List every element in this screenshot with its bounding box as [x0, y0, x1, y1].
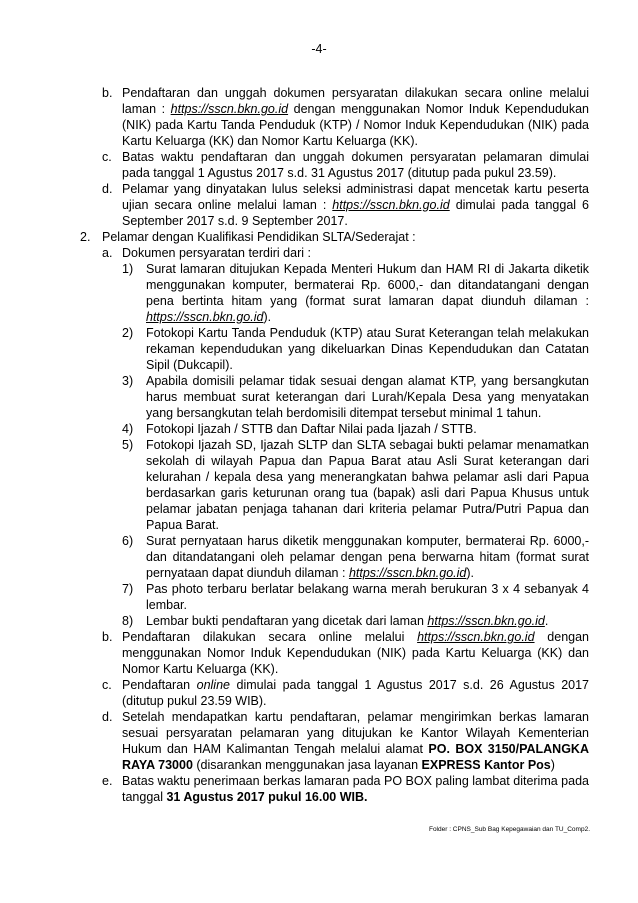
list-marker: c. [102, 150, 112, 164]
sscn-link[interactable]: https://sscn.bkn.go.id [146, 310, 264, 324]
doc-item-5: 5) Fotokopi Ijazah SD, Ijazah SLTP dan SLTA sebagai bukti pelamar menamatkan sekolah di wilayah Papua dan Papua Barat atau Asli Surat keterangan dari kelurahan / kepala desa yang menerangkatan bahwa pelamar asli dari Papua berdasarkan garis keturunan orang tua (bapak) asli dari Papua Khusus untuk pelamar jabatan penjaga tahanan dari kriteria pelamar Putra/Putri Papua dan Papua Barat. [122, 438, 589, 532]
sscn-link[interactable]: https://sscn.bkn.go.id [332, 198, 450, 212]
doc-item-8: 8) Lembar bukti pendaftaran yang dicetak dari laman https://sscn.bkn.go.id. [122, 614, 549, 628]
sscn-link[interactable]: https://sscn.bkn.go.id [417, 630, 535, 644]
section-2-item-c: c. Pendaftaran online dimulai pada tanggal 1 Agustus 2017 s.d. 26 Agustus 2017 (ditutup pukul 23.59 WIB). [102, 678, 590, 708]
doc-item-1: 1) Surat lamaran ditujukan Kepada Menteri Hukum dan HAM RI di Jakarta diketik menggunakan komputer, bermaterai Rp. 6000,- dan ditandatangani dengan pena bertinta hitam yang (format surat lamaran dapat diunduh dilaman : https://sscn.bkn.go.id). [122, 262, 589, 324]
list-marker: b. [102, 630, 113, 644]
sscn-link[interactable]: https://sscn.bkn.go.id [348, 566, 467, 580]
list-marker: d. [102, 710, 113, 724]
list-marker: c. [102, 678, 112, 692]
list-marker: b. [102, 86, 113, 100]
list-item-c: c. Batas waktu pendaftaran dan unggah dokumen persyaratan pelamaran dimulai pada tanggal 1 Agustus 2017 s.d. 31 Agustus 2017 (ditutup pada pukul 23.59). [102, 150, 589, 180]
section-2-item-e: e. Batas waktu penerimaan berkas lamaran pada PO BOX paling lambat diterima pada tanggal 31 Agustus 2017 pukul 16.00 WIB. [102, 774, 589, 804]
list-marker: d. [102, 182, 113, 196]
section-2-heading: 2. Pelamar dengan Kualifikasi Pendidikan SLTA/Sederajat : [80, 230, 416, 244]
po-box-address: PO. BOX 3150/PALANGKA RAYA 73000 [122, 742, 589, 772]
section-2-item-b: b. Pendaftaran dilakukan secara online melalui https://sscn.bkn.go.id dengan menggunakan Nomor Induk Kependudukan (NIK) pada Kartu Keluarga (KK) dan Nomor Kartu Keluarga (KK). [102, 630, 589, 676]
list-marker: e. [102, 774, 113, 788]
list-item-b: b. Pendaftaran dan unggah dokumen persyaratan dilakukan secara online melalui laman : https://sscn.bkn.go.id dengan menggunakan Nomor Induk Kependudukan (NIK) pada Kartu Tanda Penduduk (KTP) / Nomor Induk Kependudukan (NIK) pada Kartu Keluarga (KK) dan Nomor Kartu Keluarga (KK). [102, 86, 589, 148]
list-marker: a. [102, 246, 113, 260]
doc-item-7: 7) Pas photo terbaru berlatar belakang warna merah berukuran 3 x 4 sebanyak 4 lembar. [122, 582, 589, 612]
list-item-d: d. Pelamar yang dinyatakan lulus seleksi administrasi dapat mencetak kartu peserta ujian secara online melalui laman : https://sscn.bkn.go.id dimulai pada tanggal 6 September 2017 s.d. 9 September 2017. [102, 182, 589, 228]
page-number: -4- [311, 42, 327, 56]
sscn-link[interactable]: https://sscn.bkn.go.id [170, 102, 289, 116]
footer-folder-note: Folder : CPNS_Sub Bag Kepegawaian dan TU_Comp2. [428, 826, 590, 833]
sscn-link[interactable]: https://sscn.bkn.go.id [427, 614, 545, 628]
list-marker: 2. [80, 230, 91, 244]
doc-item-4: 4) Fotokopi Ijazah / STTB dan Daftar Nilai pada Ijazah / STTB. [122, 422, 477, 436]
deadline: 31 Agustus 2017 pukul 16.00 WIB. [166, 790, 368, 804]
document-body [0, 85, 638, 805]
doc-item-3: 3) Apabila domisili pelamar tidak sesuai dengan alamat KTP, yang bersangkutan harus membuat surat keterangan dari Lurah/Kepala Desa yang menyatakan yang bersangkutan telah berdomisili ditempat tersebut minimal 1 tahun. [122, 374, 589, 420]
section-2-item-d: d. Setelah mendapatkan kartu pendaftaran, pelamar mengirimkan berkas lamaran sesuai persyaratan pelamaran yang ditujukan ke Kantor Wilayah Kementerian Hukum dan HAM Kalimantan Tengah melalui alamat PO. BOX 3150/PALANGKA RAYA 73000 (disarankan menggunakan jasa layanan EXPRESS Kantor Pos) [102, 710, 589, 772]
doc-item-2: 2) Fotokopi Kartu Tanda Penduduk (KTP) atau Surat Keterangan telah melakukan rekaman kependudukan yang dikeluarkan Dinas Kependudukan dan Catatan Sipil (Dukcapil). [122, 326, 589, 372]
section-2-item-a: a. Dokumen persyaratan terdiri dari : [102, 246, 311, 260]
doc-item-6: 6) Surat pernyataan harus diketik menggunakan komputer, bermaterai Rp. 6000,- dan ditandatangani oleh pelamar dengan pena berwarna hitam (format surat pernyataan dapat diunduh dilaman : https://sscn.bkn.go.id). [122, 534, 589, 580]
